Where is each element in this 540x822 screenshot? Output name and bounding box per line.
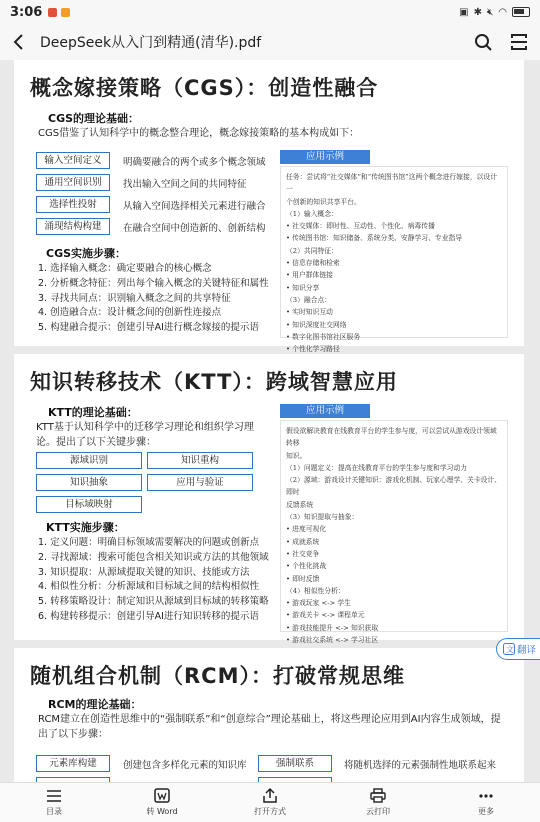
example-line: • 信息存储和检索 xyxy=(286,259,340,268)
step-item: 1. 选择输入概念：确定要融合的核心概念 xyxy=(38,263,212,274)
example-line: • 个性化挑战 xyxy=(286,562,327,571)
example-line: （1）问题定义：提高在线教育平台的学生参与度和学习动力 xyxy=(286,463,468,472)
bluetooth-icon: ✱ xyxy=(473,6,482,18)
notification-icon xyxy=(61,8,70,17)
example-line: • 即时反馈 xyxy=(286,574,320,583)
toc-button[interactable] xyxy=(0,783,108,822)
example-line: • 成就系统 xyxy=(286,537,320,546)
app-header xyxy=(0,24,540,60)
key-box: 目标域映射 xyxy=(36,496,142,513)
more-button[interactable] xyxy=(432,783,540,822)
back-button[interactable] xyxy=(12,34,36,50)
example-header: 应用示例 xyxy=(280,150,370,164)
step-item: 5. 构建融合提示：创建引导AI进行概念嫁接的提示语 xyxy=(38,322,259,334)
example-line: • 游戏技能提升 <-> 知识获取 xyxy=(286,623,379,632)
svg-text:文: 文 xyxy=(506,645,514,654)
example-line: • 用户群体链接 xyxy=(286,271,333,280)
translate-button[interactable] xyxy=(496,638,540,660)
more-icon xyxy=(478,789,494,803)
scan-frame-icon xyxy=(510,33,528,51)
step-item: 4. 创造融合点：设计概念间的创新性连接点 xyxy=(38,307,222,319)
component-desc: 在融合空间中创造新的、创新结构 xyxy=(123,223,266,234)
example-line: 个创新的知识共享平台。 xyxy=(286,197,361,206)
battery-icon xyxy=(512,7,530,17)
mute-icon: 🔇︎ xyxy=(486,6,494,18)
component-box: 涌现结构构建 xyxy=(36,218,110,235)
example-line: （4）相似性分析： xyxy=(286,586,345,595)
example-line: • 进度可视化 xyxy=(286,525,327,534)
cloud-print-label: 云打印 xyxy=(366,807,390,816)
example-line: （2）共同特征： xyxy=(286,246,338,255)
more-label: 更多 xyxy=(478,806,494,816)
example-line: （2）源域：游戏设计关键知识：游戏化机制、玩家心理学、关卡设计、即时 xyxy=(286,476,502,497)
component-desc: 明确要融合的两个或多个概念领域 xyxy=(123,157,266,168)
example-box xyxy=(280,166,508,354)
component-desc: 将随机选择的元素强制性地联系起来 xyxy=(344,760,497,771)
search-button[interactable] xyxy=(474,33,492,51)
step-item: 4. 相似性分析：分析源域和目标域之间的结构相似性 xyxy=(38,581,260,593)
steps-heading: KTT实施步骤： xyxy=(46,521,125,534)
bottom-toolbar xyxy=(0,782,540,822)
step-item: 2. 分析概念特征：列出每个输入概念的关键特征和属性 xyxy=(38,277,269,289)
convert-word-button[interactable] xyxy=(108,783,216,822)
search-icon xyxy=(474,33,492,51)
example-line: • 社交媒体：即时性、互动性、个性化、病毒传播 xyxy=(286,222,435,231)
example-line: • 游戏玩家 <-> 学生 xyxy=(286,599,351,608)
example-line: 知识。 xyxy=(286,451,307,460)
pdf-page-cgs xyxy=(14,60,524,354)
example-line: （1）输入概念： xyxy=(286,209,338,218)
example-line: • 知识分享 xyxy=(286,283,320,292)
example-line: （3）知识提取与抽象： xyxy=(286,513,359,522)
component-box: 输入空间定义 xyxy=(36,152,110,169)
theory-heading: RCM的理论基础： xyxy=(48,698,142,711)
section-title: 知识转移技术（KTT）：跨域智慧应用 xyxy=(30,370,398,394)
intro-text: RCM建立在创造性思维中的“强制联系”和“创意综合”理论基础上，将这些理论应用到AI内容生成领域，提出了以下步骤： xyxy=(38,714,501,740)
status-time: 3:06 xyxy=(10,4,43,20)
pdf-page-rcm xyxy=(14,648,524,782)
example-line: • 知识深度社交网络 xyxy=(286,320,347,329)
share-icon xyxy=(262,788,278,803)
theory-heading: KTT的理论基础： xyxy=(48,406,138,419)
chevron-left-icon xyxy=(12,34,26,50)
list-icon xyxy=(46,789,62,803)
step-item: 6. 构建转移提示：创建引导AI进行知识转移的提示语 xyxy=(38,610,259,622)
example-line: • 游戏关卡 <-> 课程单元 xyxy=(286,611,365,620)
section-title: 概念嫁接策略（CGS）：创造性融合 xyxy=(30,76,379,100)
theory-heading: CGS的理论基础： xyxy=(48,112,140,125)
wifi-icon: ◠ xyxy=(498,6,507,18)
intro-text: CGS借鉴了认知科学中的概念整合理论，概念嫁接策略的基本构成如下： xyxy=(38,128,360,139)
pdf-viewport[interactable] xyxy=(0,60,540,782)
key-box: 知识抽象 xyxy=(36,474,142,491)
cloud-print-button[interactable] xyxy=(324,783,432,822)
example-line: 假设欲解决教育在线教育平台的学生参与度，可以尝试从游戏设计领域转移 xyxy=(286,427,497,448)
example-line: • 数字化图书馆社区服务 xyxy=(286,332,361,341)
example-line: 反馈系统 xyxy=(286,500,314,509)
step-item: 5. 转移策略设计：制定知识从源域到目标域的转移策略 xyxy=(38,596,269,608)
example-line: 任务：尝试将“社交媒体”和“传统图书馆”这两个概念进行嫁接，以设计一 xyxy=(286,173,498,194)
section-title: 随机组合机制（RCM）：打破常规思维 xyxy=(30,664,405,688)
component-box: 选择性投射 xyxy=(36,196,110,213)
step-item: 1. 定义问题：明确目标领域需要解决的问题或创新点 xyxy=(38,537,260,548)
key-box: 知识重构 xyxy=(147,452,253,469)
component-box: 强制联系 xyxy=(258,755,332,772)
example-line: • 社交竞争 xyxy=(286,549,320,558)
example-header: 应用示例 xyxy=(280,404,370,418)
step-item: 2. 寻找源域：搜索可能包含相关知识或方法的其他领域 xyxy=(38,551,269,563)
key-box: 应用与验证 xyxy=(147,474,253,491)
example-line: • 个性化学习路径 xyxy=(286,345,340,354)
word-convert-icon xyxy=(154,788,170,803)
example-line: • 传统图书馆：知识储备、系统分类、安静学习、专业指导 xyxy=(286,234,463,243)
component-box: 通用空间识别 xyxy=(36,174,110,191)
example-box xyxy=(280,420,508,645)
steps-heading: CGS实施步骤： xyxy=(46,247,127,260)
reading-mode-button[interactable] xyxy=(510,33,528,51)
example-line: （3）融合点： xyxy=(286,295,332,304)
nfc-icon: ▣ xyxy=(459,6,469,18)
pdf-page-ktt xyxy=(14,354,524,645)
component-box: 元素库构建 xyxy=(36,755,110,772)
notification-icon xyxy=(48,8,57,17)
example-line: • 实时知识互动 xyxy=(286,308,333,317)
translate-icon xyxy=(503,643,515,655)
component-desc: 找出输入空间之间的共同特征 xyxy=(123,179,247,190)
steps-list xyxy=(38,262,269,336)
open-with-label: 打开方式 xyxy=(254,807,286,816)
step-item: 3. 知识提取：从源域提取关键的知识、技能或方法 xyxy=(38,566,250,578)
steps-list xyxy=(38,536,269,625)
toc-label: 目录 xyxy=(46,806,62,816)
open-with-button[interactable] xyxy=(216,783,324,822)
translate-label: 翻译 xyxy=(517,645,537,656)
intro-text: KTT基于认知科学中的迁移学习理论和组织学习理论。提出了以下关键步骤： xyxy=(36,422,254,448)
printer-icon xyxy=(370,788,386,803)
component-desc: 创建包含多样化元素的知识库 xyxy=(123,760,247,771)
document-title: DeepSeek从入门到精通(清华).pdf xyxy=(40,35,262,51)
convert-word-label: 转 Word xyxy=(146,807,178,816)
component-desc: 从输入空间选择相关元素进行融合 xyxy=(123,201,266,212)
status-bar xyxy=(0,0,540,24)
key-box: 源域识别 xyxy=(36,452,142,469)
step-item: 3. 寻找共同点：识别输入概念之间的共享特征 xyxy=(38,292,231,304)
example-line: • 游戏社交系统 <-> 学习社区 xyxy=(286,636,379,645)
